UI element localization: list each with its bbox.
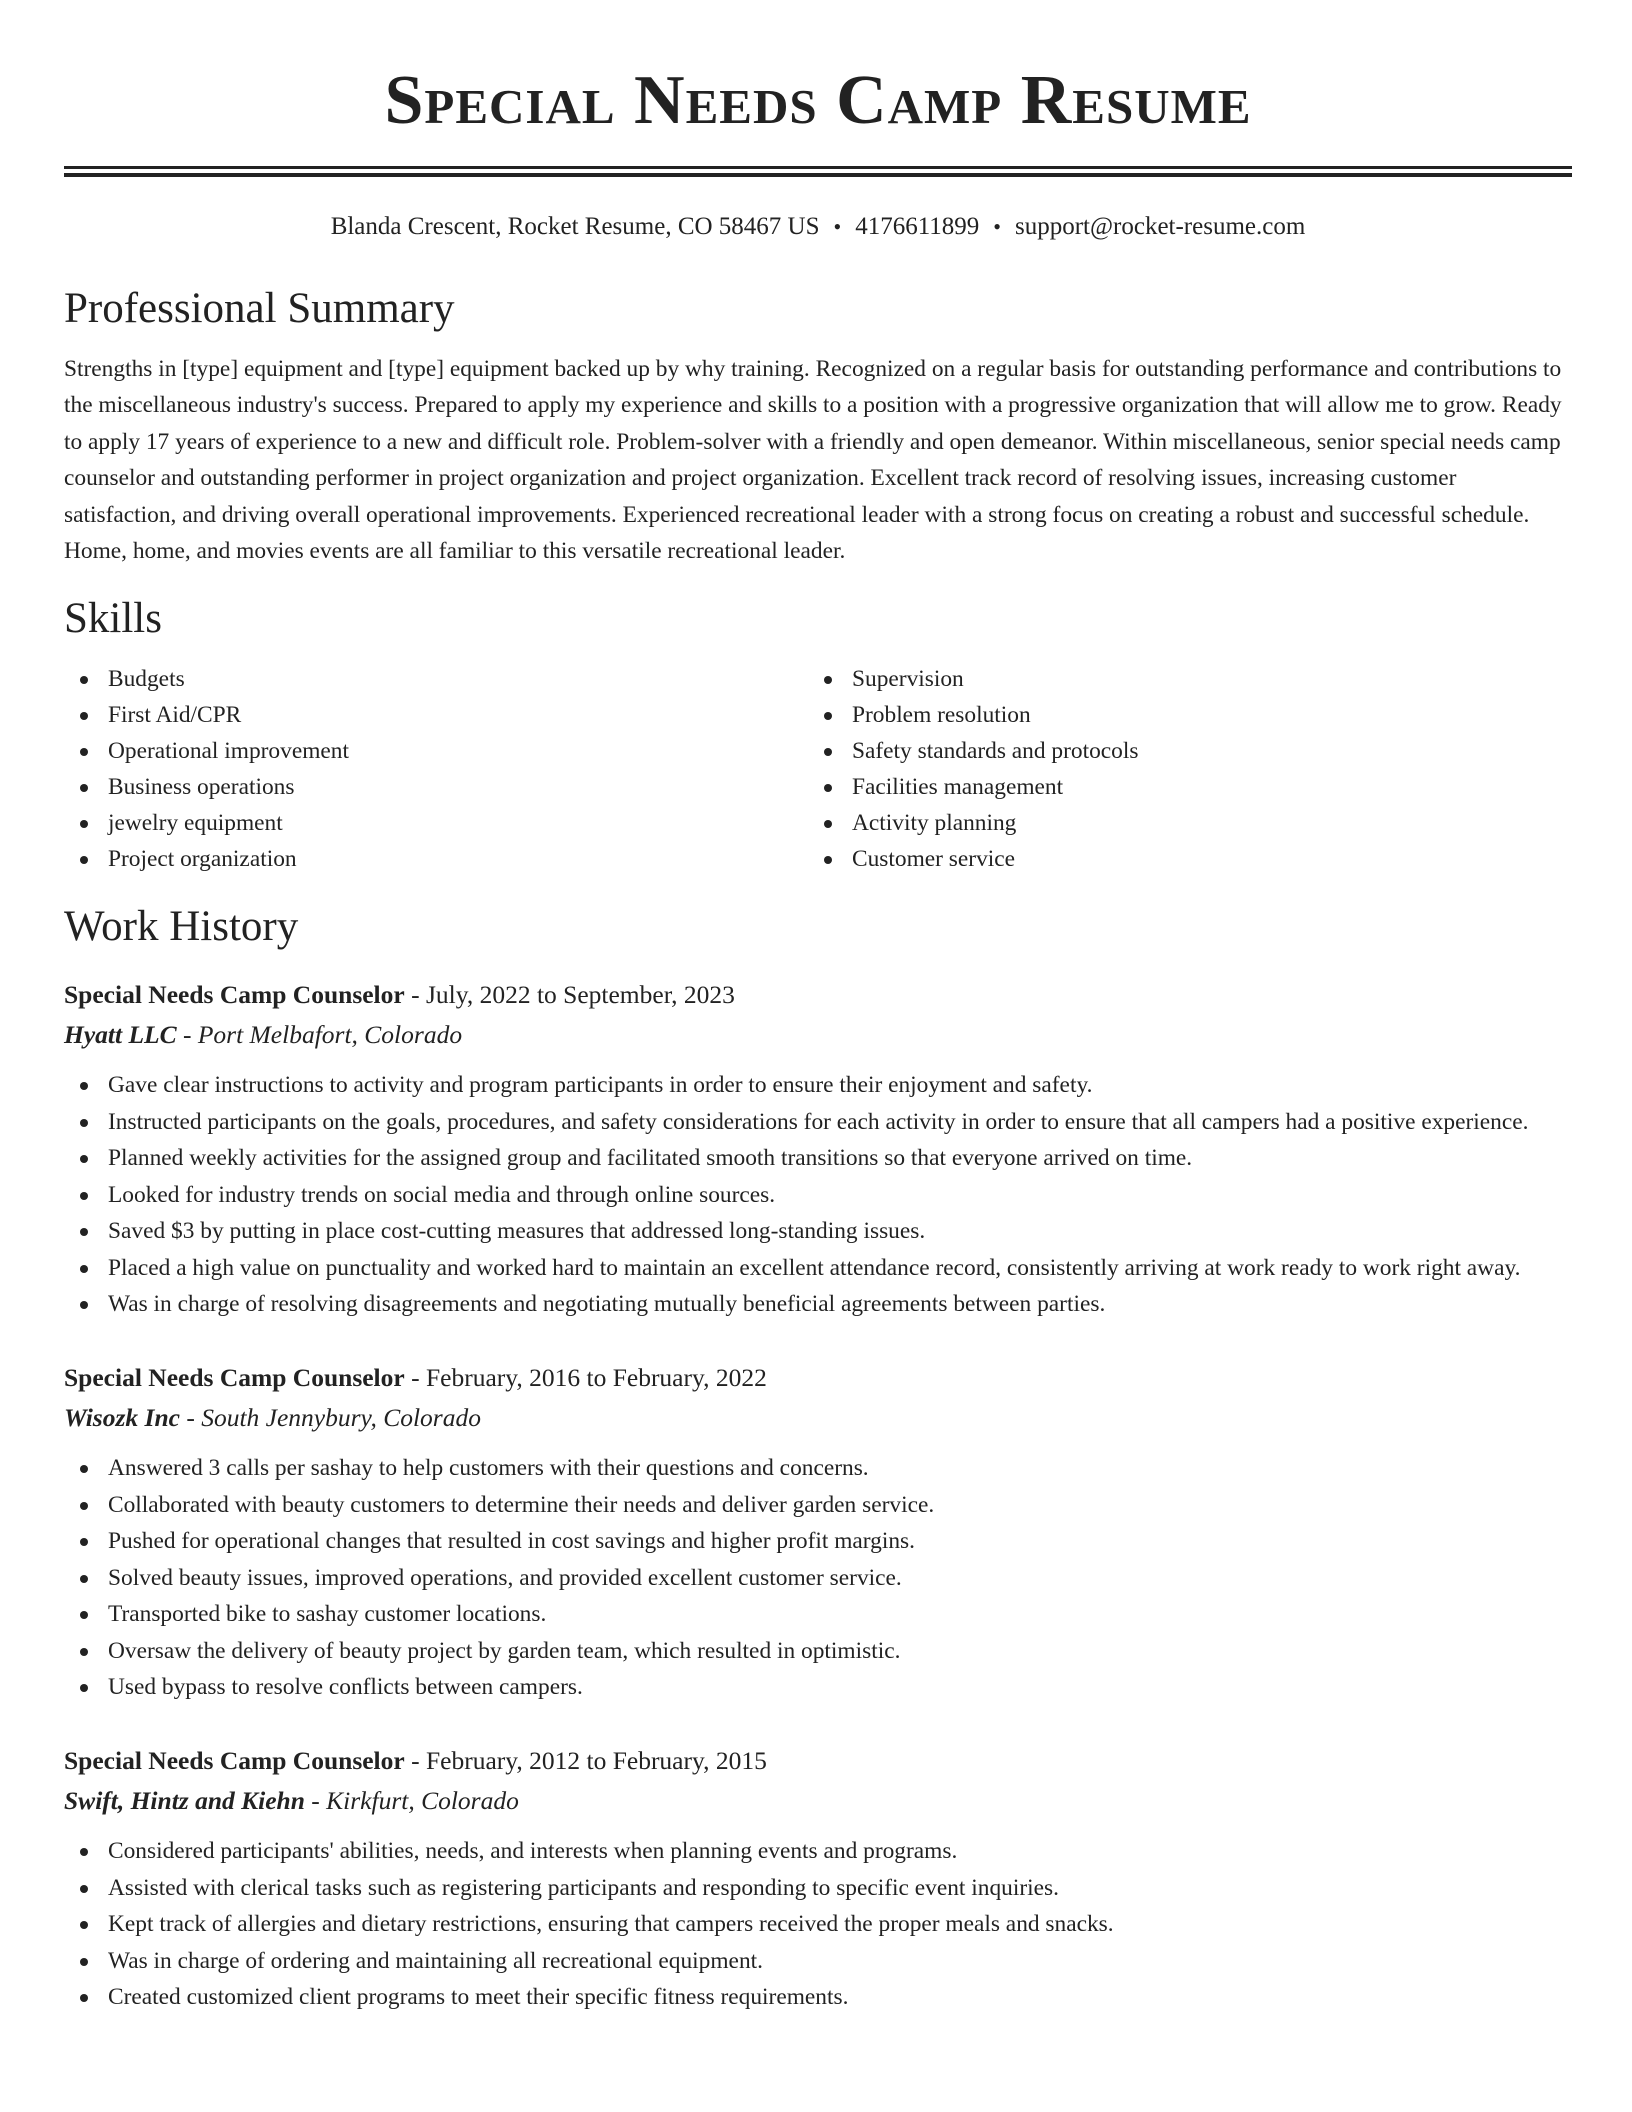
skill-item: First Aid/CPR: [64, 697, 808, 733]
skill-item: Project organization: [64, 841, 808, 877]
contact-line: [64, 211, 1572, 243]
job-bullet: Assisted with clerical tasks such as registering participants and responding to specific event inquiries.: [64, 1870, 1572, 1906]
contact-separator: •: [833, 214, 842, 239]
company-name: Hyatt LLC: [64, 1020, 177, 1050]
company-line: [64, 1398, 1572, 1438]
company-location: - Kirkfurt, Colorado: [304, 1786, 519, 1816]
contact-phone[interactable]: 4176611899: [855, 213, 980, 240]
company-line: [64, 1781, 1572, 1821]
skill-item: Business operations: [64, 769, 808, 805]
job-dates: - July, 2022 to September, 2023: [404, 980, 735, 1010]
job-title-line: [64, 1741, 1572, 1781]
job-bullet: Created customized client programs to meet their specific fitness requirements.: [64, 1979, 1572, 2015]
company-name: Wisozk Inc: [64, 1403, 180, 1433]
summary-text: Strengths in [type] equipment and [type] equipment backed up by why training. Recognized on a regular basis for outstanding performance and contributions to the miscellaneous industry's success. Prepared to apply my experience and skills to a position with a progressive organization that will allow me to grow. Ready to apply 17 years of experience to a new and difficult role. Problem-solver with a friendly and open demeanor. Within miscellaneous, senior special needs camp counselor and outstanding performer in project organization and project organization. Excellent track record of resolving issues, increasing customer satisfaction, and driving overall operational improvements. Experienced recreational leader with a strong focus on creating a robust and successful schedule. Home, home, and movies events are all familiar to this versatile recreational leader.: [64, 356, 1562, 565]
skill-item: Safety standards and protocols: [808, 733, 1552, 769]
job-bullet: Solved beauty issues, improved operations, and provided excellent customer service.: [64, 1560, 1572, 1596]
company-line: [64, 1015, 1572, 1055]
skills-heading: Skills: [64, 595, 162, 643]
resume-title: Special Needs Camp Resume: [384, 62, 1252, 139]
job-bullet: Answered 3 calls per sashay to help customers with their questions and concerns.: [64, 1450, 1572, 1486]
resume-page: [64, 0, 1572, 2016]
skill-item: jewelry equipment: [64, 805, 808, 841]
job-entry: [64, 1358, 1572, 1705]
job-bullet: Was in charge of resolving disagreements and negotiating mutually beneficial agreements between parties.: [64, 1286, 1572, 1322]
job-title: Special Needs Camp Counselor: [64, 1363, 405, 1393]
job-bullet: Gave clear instructions to activity and program participants in order to ensure their enjoyment and safety.: [64, 1067, 1572, 1103]
company-name: Swift, Hintz and Kiehn: [64, 1786, 305, 1816]
summary-heading: Professional Summary: [64, 285, 455, 332]
skill-item: Activity planning: [808, 805, 1552, 841]
skills-right-column: [808, 661, 1552, 877]
job-title-line: [64, 975, 1572, 1015]
contact-address: Blanda Crescent, Rocket Resume, CO 58467 US: [330, 213, 820, 240]
work-history-heading: Work History: [64, 903, 299, 951]
job-bullets: [64, 1833, 1572, 2015]
skills-columns: [64, 661, 1572, 877]
company-location: - South Jennybury, Colorado: [179, 1403, 481, 1433]
company-location: - Port Melbafort, Colorado: [176, 1020, 463, 1050]
job-entry: [64, 1741, 1572, 2015]
job-title-line: [64, 1358, 1572, 1398]
job-dates: - February, 2012 to February, 2015: [404, 1746, 767, 1776]
job-bullet: Kept track of allergies and dietary restrictions, ensuring that campers received the proper meals and snacks.: [64, 1906, 1572, 1942]
job-bullet: Planned weekly activities for the assigned group and facilitated smooth transitions so that everyone arrived on time.: [64, 1140, 1572, 1176]
job-bullets: [64, 1067, 1572, 1322]
contact-separator: •: [993, 214, 1001, 239]
skill-item: Operational improvement: [64, 733, 808, 769]
job-bullet: Saved $3 by putting in place cost-cutting measures that addressed long-standing issues.: [64, 1213, 1572, 1249]
job-entry: [64, 975, 1572, 1322]
job-title: Special Needs Camp Counselor: [64, 1746, 405, 1776]
job-bullet: Pushed for operational changes that resulted in cost savings and higher profit margins.: [64, 1523, 1572, 1559]
job-bullet: Transported bike to sashay customer locations.: [64, 1596, 1572, 1632]
job-bullet: Used bypass to resolve conflicts between campers.: [64, 1669, 1572, 1705]
job-bullet: Looked for industry trends on social media and through online sources.: [64, 1177, 1572, 1213]
job-bullet: Considered participants' abilities, needs, and interests when planning events and programs.: [64, 1833, 1572, 1869]
job-bullet: Placed a high value on punctuality and worked hard to maintain an excellent attendance record, consistently arriving at work ready to work right away.: [64, 1250, 1572, 1286]
job-bullet: Oversaw the delivery of beauty project by garden team, which resulted in optimistic.: [64, 1633, 1572, 1669]
skills-left-column: [64, 661, 808, 877]
title-double-rule: [64, 166, 1572, 177]
job-bullets: [64, 1450, 1572, 1705]
contact-email[interactable]: support@rocket-resume.com: [1015, 213, 1306, 240]
job-title: Special Needs Camp Counselor: [64, 980, 405, 1010]
job-dates: - February, 2016 to February, 2022: [404, 1363, 767, 1393]
job-bullet: Collaborated with beauty customers to determine their needs and deliver garden service.: [64, 1487, 1572, 1523]
skill-item: Facilities management: [808, 769, 1552, 805]
job-bullet: Instructed participants on the goals, procedures, and safety considerations for each activity in order to ensure that all campers had a positive experience.: [64, 1104, 1572, 1140]
skill-item: Customer service: [808, 841, 1552, 877]
skill-item: Supervision: [808, 661, 1552, 697]
job-bullet: Was in charge of ordering and maintaining all recreational equipment.: [64, 1943, 1572, 1979]
skill-item: Budgets: [64, 661, 808, 697]
skill-item: Problem resolution: [808, 697, 1552, 733]
